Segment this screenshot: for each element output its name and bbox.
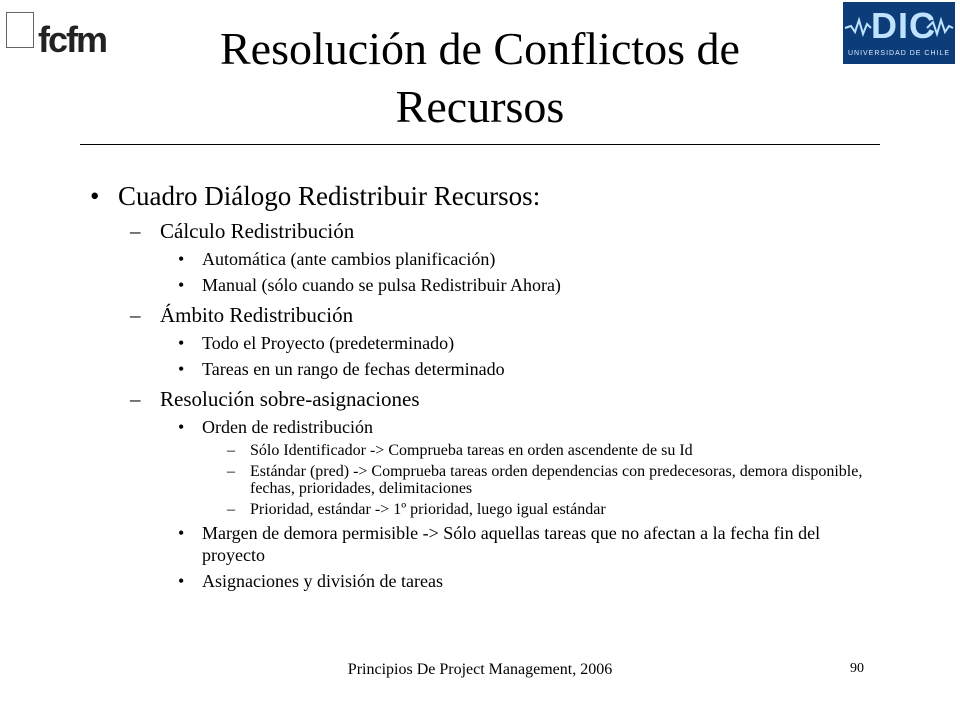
page-number: 90 xyxy=(850,661,864,676)
bullet-calc-auto: • Automática (ante cambios planificación) xyxy=(178,249,496,269)
slide-title-line1: Resolución de Conflictos de xyxy=(220,23,740,74)
bullet-margin: • Margen de demora permisible -> Sólo aquellas tareas que no afectan a la fecha fin del proyecto xyxy=(178,523,821,565)
bullet-assign-text: Asignaciones y división de tareas xyxy=(202,571,443,591)
bullet-scope-all-text: Todo el Proyecto (predeterminado) xyxy=(202,333,455,353)
bullet-main-text: Cuadro Diálogo Redistribuir Recursos: xyxy=(118,181,541,211)
bullet-order-prio-text: Prioridad, estándar -> 1º prioridad, luego igual estándar xyxy=(250,501,606,518)
bullet-calc-text: Cálculo Redistribución xyxy=(160,219,355,243)
dic-logo-text: DIC xyxy=(871,5,936,46)
slide-footer: Principios De Project Management, 2006 xyxy=(347,661,613,678)
bullet-margin-text: Margen de demora permisible -> Sólo aquellas tareas que no afectan a la fecha fin del proyecto xyxy=(202,523,821,565)
dic-logo-subtext: UNIVERSIDAD DE CHILE xyxy=(847,50,951,57)
fcfm-logo xyxy=(6,10,106,70)
bullet-order-id-text: Sólo Identificador -> Comprueba tareas en orden ascendente de su Id xyxy=(250,442,693,459)
bullet-scope: – Ámbito Redistribución xyxy=(130,303,354,327)
university-seal-icon xyxy=(6,12,34,48)
bullet-resolution: – Resolución sobre-asignaciones xyxy=(130,387,420,411)
bullet-order-text: Orden de redistribución xyxy=(202,417,373,437)
slide-title xyxy=(110,20,850,136)
bullet-scope-text: Ámbito Redistribución xyxy=(160,303,354,327)
bullet-calc-manual-text: Manual (sólo cuando se pulsa Redistribuir Ahora) xyxy=(202,275,561,295)
bullet-calc-auto-text: Automática (ante cambios planificación) xyxy=(202,249,496,269)
bullet-main: • Cuadro Diálogo Redistribuir Recursos: xyxy=(90,181,541,211)
bullet-order-std-text: Estándar (pred) -> Comprueba tareas orden dependencias con predecesoras, demora disponible, fechas, prioridades, delimitaciones xyxy=(250,463,863,497)
slide-body xyxy=(80,180,880,596)
bullet-calc: – Cálculo Redistribución xyxy=(130,219,355,243)
bullet-order-id: – Sólo Identificador -> Comprueba tareas en orden ascendente de su Id xyxy=(227,442,693,459)
dic-logo xyxy=(843,2,955,64)
title-divider xyxy=(80,144,880,145)
bullet-scope-range-text: Tareas en un rango de fechas determinado xyxy=(202,359,505,379)
fcfm-logo-text: fcfm xyxy=(38,19,107,60)
bullet-assign: • Asignaciones y división de tareas xyxy=(178,571,443,591)
bullet-resolution-text: Resolución sobre-asignaciones xyxy=(160,387,420,411)
bullet-scope-all: • Todo el Proyecto (predeterminado) xyxy=(178,333,455,353)
bullet-order: • Orden de redistribución xyxy=(178,417,373,437)
bullet-scope-range: • Tareas en un rango de fechas determinado xyxy=(178,359,505,379)
bullet-order-prio: – Prioridad, estándar -> 1º prioridad, luego igual estándar xyxy=(227,501,606,518)
bullet-order-std: – Estándar (pred) -> Comprueba tareas orden dependencias con predecesoras, demora disponible, fechas, prioridades, delimitaciones xyxy=(227,463,863,497)
bullet-calc-manual: • Manual (sólo cuando se pulsa Redistribuir Ahora) xyxy=(178,275,561,295)
slide-title-line2: Recursos xyxy=(395,81,565,132)
